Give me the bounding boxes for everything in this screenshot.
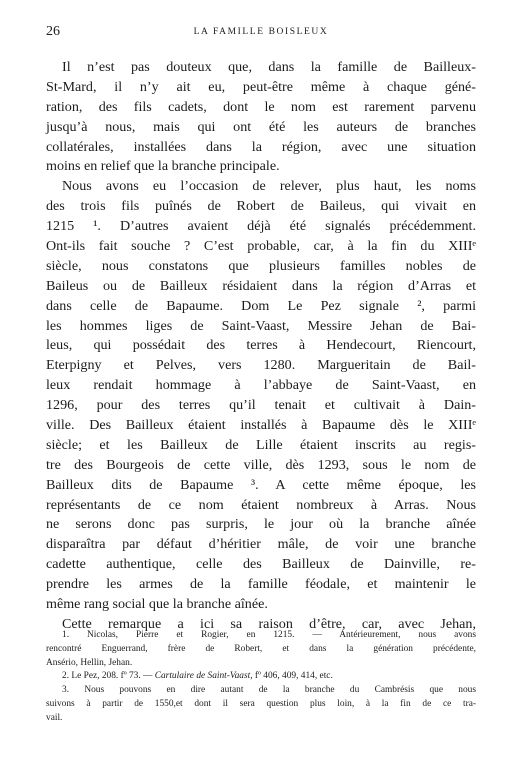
text-line: prendre les armes de la famille féodale, et maintenir le	[46, 576, 476, 593]
text-line: siècle; et les Bailleux de Lille étaient inscrits au regis-	[46, 436, 476, 453]
text-line: Il n’est pas douteux que, dans la famille de Bailleux-	[62, 59, 476, 75]
footnote-1-line: 1. Nicolas, Pierre et Rogier, en 1215. — Antérieurement, nous avons	[62, 630, 476, 640]
text-line: collatérales, installées dans la région, avec une situation	[46, 138, 476, 155]
text-line: Baileus ou de Bailleux résidaient dans la région d’Arras et	[46, 277, 476, 294]
text-line: cadette authentique, celle des Bailleux de Dainville, re-	[46, 556, 476, 573]
text-line: ration, des fils cadets, dont le nom est rarement parvenu	[46, 98, 476, 115]
footnote-1-line: Ansério, Hellin, Jehan.	[46, 657, 133, 668]
text-line: ville. Des Bailleux étaient installés à Bapaume dès le XIIIᵉ	[46, 417, 476, 434]
text-line: les hommes liges de Saint-Vaast, Messire Jehan de Bai-	[46, 317, 476, 334]
text-line: des trois fils puînés de Robert de Baileus, qui vivait en	[46, 198, 476, 215]
text-line: représentants de ce nom étaient nombreux à Arras. Nous	[46, 496, 476, 513]
text-line: même rang social que la branche aînée.	[46, 596, 268, 613]
text-line: tre des Bourgeois de cette ville, dès 1293, sous le nom de	[46, 456, 476, 473]
text-line: siècle, nous constatons que plusieurs familles nobles de	[46, 257, 476, 274]
footnote-3-line: suivons à partir de 1550,et dont il sera question plus loin, à la fin de ce tra-	[46, 698, 476, 709]
text-line: Bailleux dits de Bapaume ³. A cette même époque, les	[46, 476, 476, 493]
text-line: disparaîtra par défaut d’héritier mâle, de voir une branche	[46, 536, 476, 553]
text-line: jusqu’à nous, mais qui ont été les auteurs de branches	[46, 118, 476, 135]
text-line: Ont-ils fait souche ? C’est probable, car, à la fin du XIIIᵉ	[46, 238, 476, 255]
text-line: Cette remarque a ici sa raison d’être, car, avec Jehan,	[62, 615, 476, 632]
body-text	[46, 58, 476, 635]
text-line: 1296, pour des terres qu’il tenait et cultivait à Dain-	[46, 397, 476, 414]
footnote-3-line: 3. Nous pouvons en dire autant de la branche du Cambrésis que nous	[62, 685, 476, 696]
footnote-2-source-title: Cartulaire de Saint-Vaast,	[154, 671, 253, 682]
text-line: Eterpigny et Pelves, vers 1280. Margueritain de Bail-	[46, 357, 476, 374]
text-line: moins en relief que la branche principale.	[46, 158, 280, 175]
footnote-2	[46, 670, 476, 684]
text-line: Nous avons eu l’occasion de relever, plus haut, les noms	[62, 178, 476, 195]
text-line: dans celle de Bapaume. Dom Le Pez signale ², parmi	[46, 297, 476, 314]
footnote-2-text-end: fº 406, 409, 414, etc.	[252, 671, 333, 682]
footnotes	[46, 629, 476, 726]
text-line: 1215 ¹. D’autres avaient déjà été signalés précédemment.	[46, 218, 476, 235]
page-number: 26	[46, 24, 60, 39]
text-line: leux rendait hommage à l’abbaye de Saint-Vaast, en	[46, 377, 476, 394]
footnote-3-line: vail.	[46, 712, 63, 723]
footnote-2-text: 2. Le Pez, 208. fº 73. —	[62, 671, 155, 682]
footnote-1-line: rencontré Enguerrand, frère de Robert, et dans la génération précédente,	[46, 643, 476, 654]
text-line: ne serons donc pas surpris, le jour où la branche aînée	[46, 516, 476, 533]
text-line: leus, qui possédait des terres à Hendecourt, Riencourt,	[46, 337, 476, 354]
running-title: LA FAMILLE BOISLEUX	[193, 27, 329, 37]
text-line: St-Mard, il n’y ait eu, peut-être même à chaque géné-	[46, 78, 476, 95]
page-header	[46, 24, 476, 42]
